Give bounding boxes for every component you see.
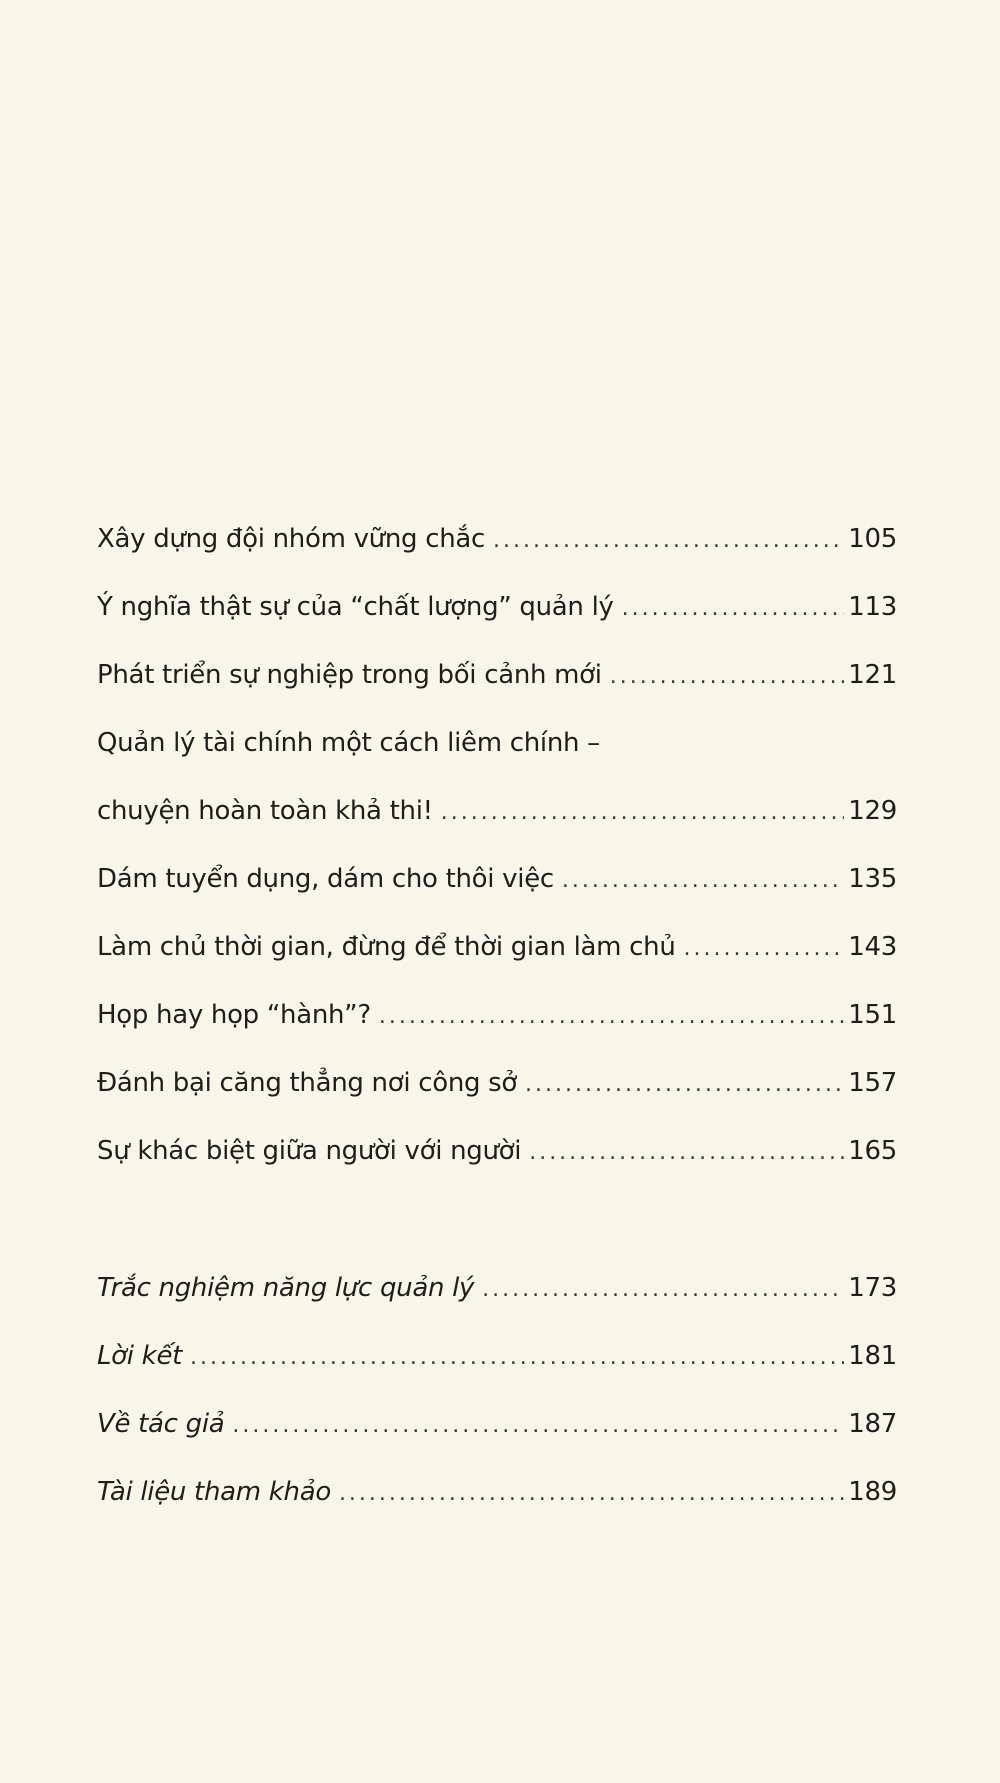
toc-entry	[97, 998, 897, 1032]
toc-entry-title: Xây dựng đội nhóm vững chắc	[97, 524, 485, 554]
toc-entry-title: Làm chủ thời gian, đừng để thời gian làm chủ	[97, 932, 676, 962]
toc-entry-title: Trắc nghiệm năng lực quản lý	[97, 1273, 475, 1303]
toc-entry-title-line1: Quản lý tài chính một cách liêm chính –	[97, 728, 600, 758]
dot-leader	[684, 932, 845, 966]
toc-entry-page: 135	[848, 864, 897, 894]
toc-entry	[97, 1134, 897, 1168]
toc-entry	[97, 726, 897, 828]
toc-entry-page: 181	[848, 1341, 897, 1371]
toc-entry-page: 113	[848, 592, 897, 622]
toc-entry-page: 189	[848, 1477, 897, 1507]
dot-leader	[610, 660, 845, 694]
dot-leader	[190, 1341, 844, 1375]
toc-entry-title: Đánh bại căng thẳng nơi công sở	[97, 1068, 518, 1098]
toc-entry-page: 143	[848, 932, 897, 962]
dot-leader	[562, 864, 844, 898]
dot-leader	[525, 1068, 844, 1102]
toc-entry-page: 129	[848, 796, 897, 826]
toc-entry-page: 157	[848, 1068, 897, 1098]
dot-leader	[232, 1409, 844, 1443]
dot-leader	[339, 1477, 844, 1511]
toc-entry-page: 165	[848, 1136, 897, 1166]
toc-entry	[97, 658, 897, 692]
toc-entry-title: Họp hay họp “hành”?	[97, 1000, 371, 1030]
toc-entry-title: Sự khác biệt giữa người với người	[97, 1136, 522, 1166]
toc-entry-title-line2: chuyện hoàn toàn khả thi!	[97, 796, 433, 826]
toc-entry-title: Dám tuyển dụng, dám cho thôi việc	[97, 864, 554, 894]
toc-entry-page: 121	[848, 660, 897, 690]
toc-entry-page: 187	[848, 1409, 897, 1439]
dot-leader	[379, 1000, 844, 1034]
toc-entry-page: 105	[848, 524, 897, 554]
toc-entry-title: Ý nghĩa thật sự của “chất lượng” quản lý	[97, 592, 614, 622]
toc-entry-back-matter	[97, 1475, 897, 1509]
dot-leader	[441, 796, 844, 830]
toc-entry-title: Về tác giả	[97, 1409, 225, 1439]
toc-entry	[97, 930, 897, 964]
toc-entry-page: 151	[848, 1000, 897, 1030]
dot-leader	[493, 524, 844, 558]
dot-leader	[482, 1273, 844, 1307]
toc-entry-back-matter	[97, 1271, 897, 1305]
toc-entry	[97, 590, 897, 624]
toc-entry	[97, 1066, 897, 1100]
dot-leader	[622, 592, 845, 626]
table-of-contents	[97, 522, 897, 1543]
toc-entry-title: Phát triển sự nghiệp trong bối cảnh mới	[97, 660, 602, 690]
toc-entry	[97, 522, 897, 556]
toc-entry	[97, 862, 897, 896]
toc-entry-title: Tài liệu tham khảo	[97, 1477, 331, 1507]
toc-entry-page: 173	[848, 1273, 897, 1303]
toc-entry-title: Lời kết	[97, 1341, 183, 1371]
toc-entry-back-matter	[97, 1407, 897, 1441]
dot-leader	[529, 1136, 844, 1170]
toc-entry-back-matter	[97, 1339, 897, 1373]
